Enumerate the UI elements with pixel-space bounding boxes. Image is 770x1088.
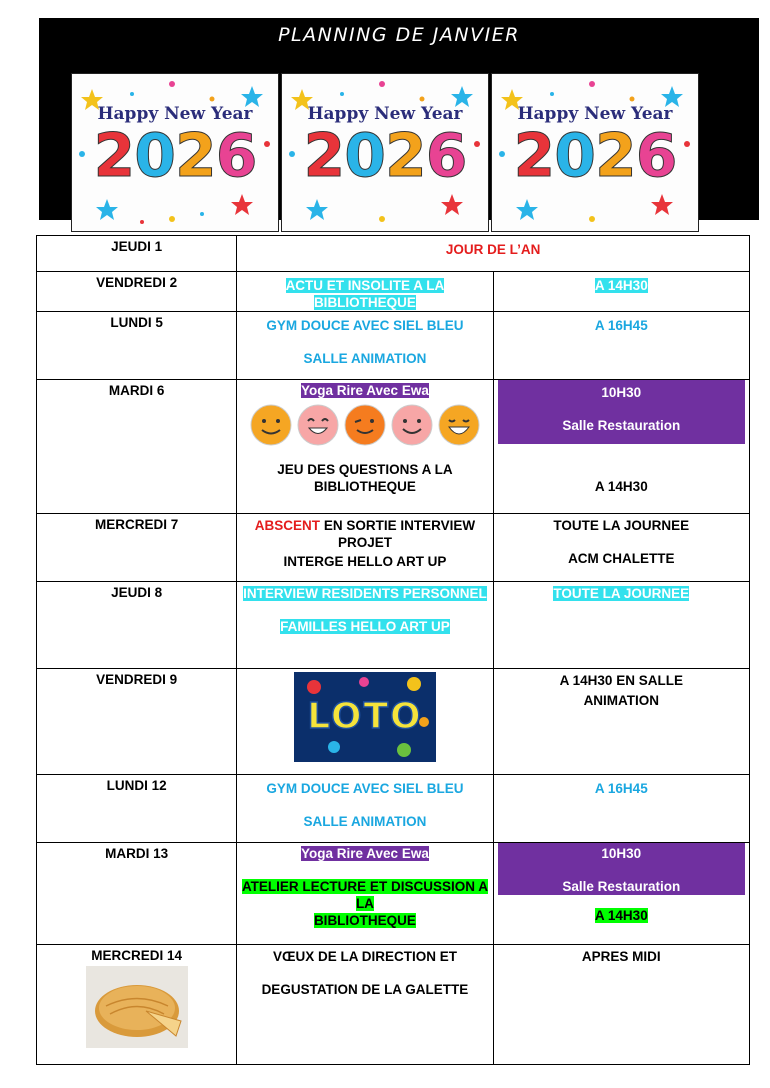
year-digit: 2 [385,121,426,191]
table-row [37,236,750,272]
activity-label: EN SORTIE INTERVIEW PROJET [320,518,476,550]
time-cell [493,380,749,514]
time-cell [493,272,749,312]
time-cell [493,514,749,582]
day-cell [37,945,237,1065]
new-year-image: Happy New Year 2026 [71,73,279,232]
day-cell: LUNDI 12 [37,775,237,843]
activity-cell [237,843,493,945]
year-digit: 2 [595,121,636,191]
smiley-row [237,399,492,451]
header-banner [39,18,759,220]
galette-icon [86,966,188,1048]
time-label: A 14H30 EN SALLE [559,673,683,688]
activity-cell [237,514,493,582]
time-label: 10H30 [601,846,642,861]
smiley-icon [343,403,387,447]
year-digit: 0 [344,121,385,191]
year-digit: 0 [554,121,595,191]
activity-cell [237,312,493,380]
day-label: MERCREDI 14 [91,948,183,963]
smiley-icon [437,403,481,447]
year-digit: 6 [215,121,257,191]
activity-label: GYM DOUCE AVEC SIEL BLEU [266,318,464,333]
year-digit: 2 [175,121,216,191]
activity-label: ATELIER LECTURE ET DISCUSSION A LA [241,879,488,911]
year-digit: 2 [513,121,555,191]
year-digit: 2 [303,121,345,191]
smiley-icon [296,403,340,447]
time-cell [493,775,749,843]
time-cell [493,312,749,380]
day-cell: LUNDI 5 [37,312,237,380]
day-cell: JEUDI 1 [37,236,237,272]
activity-cell [237,669,493,775]
table-row [37,843,750,945]
activity-label: INTERVIEW RESIDENTS PERSONNEL [243,586,487,601]
activity-label: DEGUSTATION DE LA GALETTE [261,982,469,997]
time-cell [493,669,749,775]
activity-cell [237,775,493,843]
time-cell [493,843,749,945]
activity-label: BIBLIOTHEQUE [313,913,416,928]
activity-label: FAMILLES HELLO ART UP [280,619,450,634]
activity-cell [237,236,750,272]
time-label: ACM CHALETTE [568,551,675,566]
table-row [37,582,750,669]
activity-label: JEU DES QUESTIONS A LA BIBLIOTHEQUE [277,462,453,494]
year-digit: 6 [635,121,677,191]
planning-table [36,235,750,1065]
loto-title: LOTO [307,696,423,737]
time-label: ANIMATION [583,693,660,708]
activity-cell [237,945,493,1065]
time-cell [493,945,749,1065]
time-cell [493,582,749,669]
year-digit: 2 [93,121,135,191]
time-label: A 16H45 [594,318,648,333]
time-label: A 14H30 [594,908,648,923]
time-label: Salle Restauration [562,418,681,433]
activity-label: JOUR DE L’AN [445,242,541,257]
day-cell: JEUDI 8 [37,582,237,669]
absent-label: ABSCENT [254,518,321,533]
time-label: A 14H30 [594,278,648,293]
day-cell: VENDREDI 9 [37,669,237,775]
time-label: A 14H30 [594,479,648,494]
time-label: 10H30 [601,385,642,400]
activity-label: INTERGE HELLO ART UP [283,554,447,569]
time-label: TOUTE LA JOURNEE [553,518,690,533]
page-title: PLANNING DE JANVIER [278,24,520,46]
day-cell: MARDI 13 [37,843,237,945]
table-row [37,272,750,312]
table-row [37,514,750,582]
activity-label: GYM DOUCE AVEC SIEL BLEU [266,781,464,796]
year-digit: 6 [425,121,467,191]
activity-label: Yoga Rire Avec Ewa [301,383,429,398]
day-cell: MERCREDI 7 [37,514,237,582]
galette-image [86,966,188,1048]
smiley-icon [249,403,293,447]
activity-label: SALLE ANIMATION [303,351,427,366]
time-label: Salle Restauration [562,879,681,894]
new-year-image: Happy New Year 2026 [281,73,489,232]
new-year-image: Happy New Year 2026 [491,73,699,232]
activity-label: ACTU ET INSOLITE A LA BIBLIOTHEQUE [285,278,445,310]
activity-label: SALLE ANIMATION [303,814,427,829]
loto-image [294,672,436,762]
activity-label: Yoga Rire Avec Ewa [301,846,429,861]
smiley-icon [390,403,434,447]
table-row [37,312,750,380]
activity-label: VŒUX DE LA DIRECTION ET [272,949,457,964]
day-cell: MARDI 6 [37,380,237,514]
year-digit: 0 [134,121,175,191]
time-label: TOUTE LA JOURNEE [553,586,690,601]
time-label: A 16H45 [594,781,648,796]
table-row [37,380,750,514]
time-label: APRES MIDI [581,949,661,964]
day-cell: VENDREDI 2 [37,272,237,312]
activity-cell [237,380,493,514]
activity-cell [237,582,493,669]
table-row [37,669,750,775]
table-row [37,945,750,1065]
table-row [37,775,750,843]
activity-cell [237,272,493,312]
